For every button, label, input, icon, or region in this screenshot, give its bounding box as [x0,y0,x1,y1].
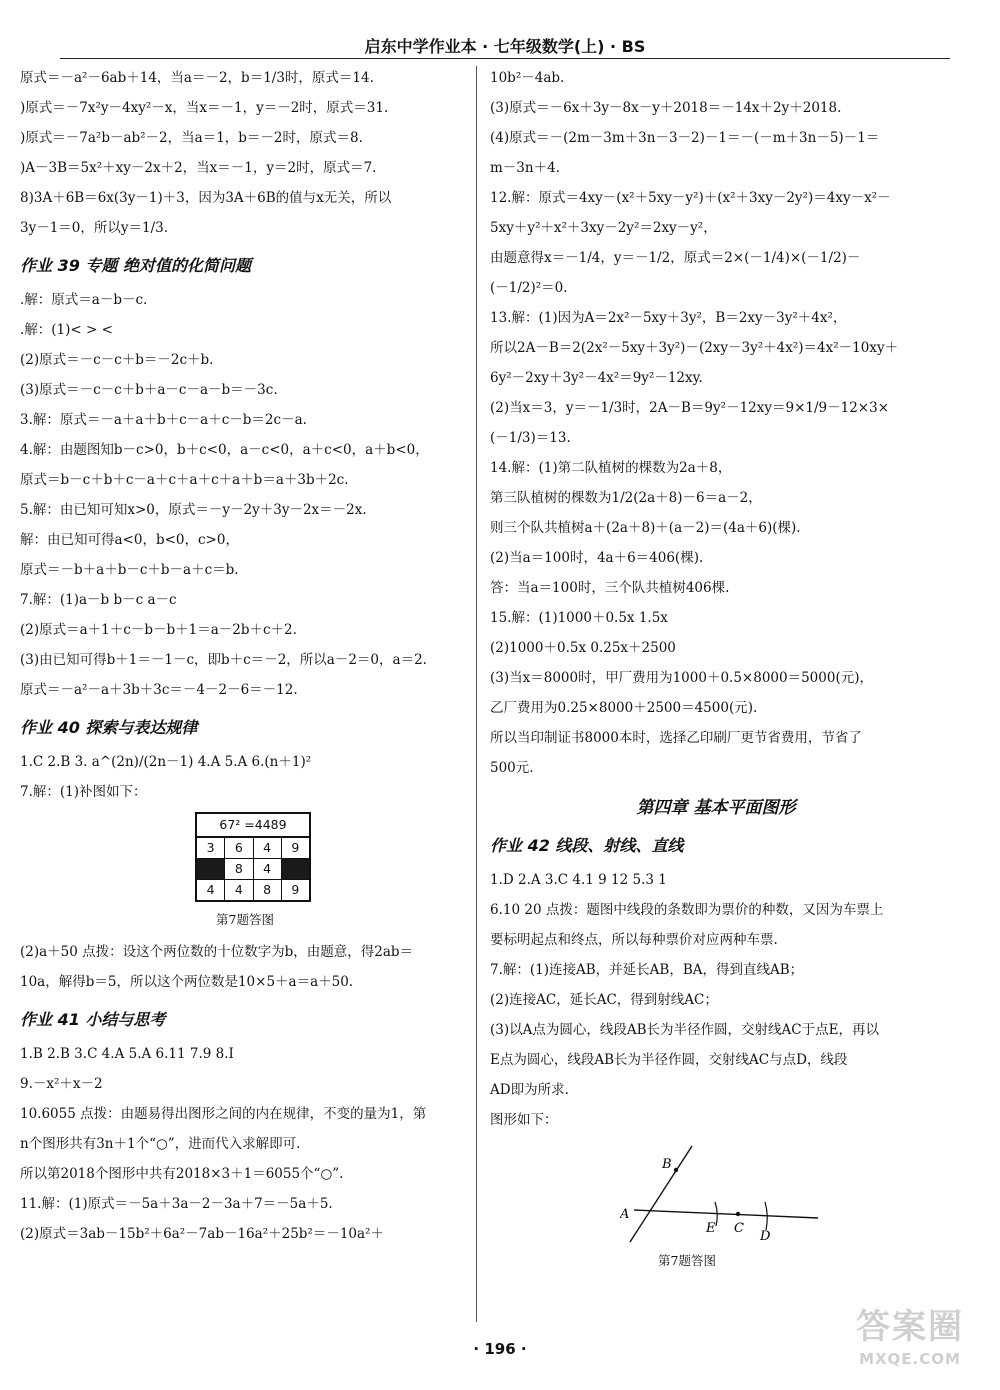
grid-cell: 9 [281,838,309,858]
right-column [490,68,942,1283]
answer-line: 9.－x²＋x－2 [20,1076,103,1092]
ray-ac [634,1210,818,1218]
answer-line: (2)当a＝100时，4a＋6＝406(棵). [490,550,704,566]
answer-line: E点为圆心，线段AB长为半径作圆，交射线AC与点D，线段 [490,1052,848,1068]
answer-line: 原式＝－b＋a＋b－c＋b－a＋c＝b. [20,562,239,578]
answer-line: (－1/3)＝13. [490,430,571,446]
answer-line: 则三个队共植树a＋(2a＋8)＋(a－2)＝(4a＋6)(棵). [490,520,801,536]
answer-line: 5.解：由已知可知x>0，原式＝－y－2y＋3y－2x＝－2x. [20,502,367,518]
answer-line: 乙厂费用为0.25×8000＋2500＝4500(元). [490,700,758,716]
grid-cell: 4 [253,838,281,858]
header-rule [60,58,950,59]
answer-line: 15.解：(1)1000＋0.5x 1.5x [490,610,668,626]
answer-line: 14.解：(1)第二队植树的棵数为2a＋8， [490,460,732,476]
answer-line: 第三队植树的棵数为1/2(2a＋8)－6＝a－2， [490,490,762,506]
section-title: 作业 39 专题 绝对值的化简问题 [20,256,251,275]
answer-line: 13.解：(1)因为A＝2x²－5xy＋3y²，B＝2xy－3y²＋4x²， [490,310,847,326]
grid-cell: 3 [206,840,215,855]
answer-line: 11.解：(1)原式＝－5a＋3a－2－3a＋7＝－5a＋5. [20,1196,333,1212]
answer-line: (－1/2)²＝0. [490,280,568,296]
watermark-url: MXQE.COM [859,1350,961,1368]
answer-line: (3)由已知可得b＋1＝－1－c，即b＋c＝－2，所以a－2＝0，a＝2. [20,652,427,668]
answer-line: (2)1000＋0.5x 0.25x＋2500 [490,640,676,656]
answer-line: 10a，解得b＝5，所以这个两位数是10×5＋a＝a＋50. [20,974,354,990]
number-grid-figure [195,812,468,902]
grid-row [197,838,309,858]
answer-line: (2)当x＝3，y＝－1/3时，2A－B＝9y²－12xy＝9×1/9－12×3× [490,400,890,416]
answer-line: (2)连接AC，延长AC，得到射线AC； [490,992,718,1008]
answer-line: 6y²－2xy＋3y²－4x²＝9y²－12xy. [490,370,703,386]
grid-cell: 9 [281,880,309,900]
answer-line: (3)原式＝－6x＋3y－8x－y＋2018＝－14x＋2y＋2018. [490,100,842,116]
answer-line: 4.解：由题图知b－c>0，b＋c<0，a－c<0，a＋c<0，a＋b<0， [20,442,429,458]
answer-line: 7.解：(1)a－b b－c a－c [20,592,177,608]
answer-line: 10.6055 点拨：由题易得出图形之间的内在规律，不变的量为1，第 [20,1106,427,1122]
grid-header: 67² =4489 [197,814,309,838]
figure-caption: 第7题答图 [658,1253,716,1268]
answer-line: m－3n＋4. [490,160,560,176]
answer-line: 由题意得x＝－1/4，y＝－1/2，原式＝2×(－1/4)×(－1/2)－ [490,250,861,266]
answer-line: n个图形共有3n＋1个“○”，进而代入求解即可. [20,1136,301,1152]
answer-line: 原式＝－a²－a＋3b＋3c＝－4－2－6＝－12. [20,682,298,698]
watermark-logo [825,1305,995,1385]
page-number: · 196 · [473,1340,527,1358]
label-a: A [620,1207,630,1222]
answer-line: (4)原式＝－(2m－3m＋3n－3－2)－1＝－(－m＋3n－5)－1＝ [490,130,880,146]
answer-line: (2)原式＝a＋1＋c－b－b＋1＝a－2b＋c＋2. [20,622,297,638]
number-grid [195,812,311,902]
answer-line: 8)3A＋6B＝6x(3y－1)＋3，因为3A＋6B的值与x无关，所以 [20,190,392,206]
answer-line: 3y－1＝0，所以y＝1/3. [20,220,169,236]
page-header: 启东中学作业本 · 七年级数学(上) · BS [364,37,646,56]
answer-line: (3)当x＝8000时，甲厂费用为1000＋0.5×8000＝5000(元)， [490,670,873,686]
answer-line: )A－3B＝5x²＋xy－2x＋2，当x＝－1，y＝2时，原式＝7. [20,160,377,176]
label-d: D [760,1229,771,1244]
answer-line: 1.D 2.A 3.C 4.1 9 12 5.3 1 [490,872,667,888]
answer-line: )原式＝－7x²y－4xy²－x，当x＝－1，y＝－2时，原式＝31. [20,100,389,116]
grid-cell: 6 [224,838,252,858]
answer-line: AD即为所求. [490,1082,569,1098]
answer-line: 10b²－4ab. [490,70,565,86]
watermark-text: 答案圈 [856,1307,964,1347]
answer-line: 所以当印制证书8000本时，选择乙印刷厂更节省费用，节省了 [490,730,862,746]
grid-cell: 4 [224,880,252,900]
point-c [736,1212,740,1216]
label-b: B [662,1157,672,1172]
answer-line: 6.10 20 点拨：题图中线段的条数即为票价的种数，又因为车票上 [490,902,884,918]
answer-line: )原式＝－7a²b－ab²－2，当a＝1，b＝－2时，原式＝8. [20,130,363,146]
answer-line: 5xy＋y²＋x²＋3xy－2y²＝2xy－y²， [490,220,717,236]
label-c: C [734,1221,744,1236]
answer-line: 500元. [490,760,534,776]
point-b [674,1168,678,1172]
answer-line: 所以2A－B＝2(2x²－5xy＋3y²)－(2xy－3y²＋4x²)＝4x²－10xy＋ [490,340,899,356]
answer-line: 1.C 2.B 3. a^(2n)/(2n－1) 4.A 5.A 6.(n＋1)² [20,754,312,770]
section-title: 作业 40 探索与表达规律 [20,718,198,737]
answer-line: 7.解：(1)补图如下： [20,784,147,800]
answer-line: (3)原式＝－c－c＋b＋a－c－a－b＝－3c. [20,382,278,398]
grid-cell-shaded [281,859,309,879]
answer-line: (2)a＋50 点拨：设这个两位数的十位数字为b，由题意，得2ab＝ [20,944,414,960]
grid-row [197,879,309,900]
answer-line: .解：原式＝a－b－c. [20,292,148,308]
answer-line: 7.解：(1)连接AB，并延长AB，BA，得到直线AB； [490,962,804,978]
column-divider [476,66,477,1322]
answer-line: 12.解：原式＝4xy－(x²＋5xy－y²)＋(x²＋3xy－2y²)＝4xy－x²－ [490,190,891,206]
grid-row [197,858,309,879]
chapter-title: 第四章 基本平面图形 [636,798,796,818]
answer-line: (2)原式＝3ab－15b²＋6a²－7ab－16a²＋25b²＝－10a²＋ [20,1226,384,1242]
answer-line: (2)原式＝－c－c＋b＝－2c＋b. [20,352,214,368]
grid-cell: 4 [206,882,215,897]
grid-cell: 8 [253,880,281,900]
section-title: 作业 41 小结与思考 [20,1010,166,1029]
answer-line: 3.解：原式＝－a＋a＋b＋c－a＋c－b＝2c－a. [20,412,307,428]
answer-line: 原式＝－a²－6ab＋14，当a＝－2，b＝1/3时，原式＝14. [20,70,374,86]
section-title: 作业 42 线段、射线、直线 [490,836,684,855]
answer-line: 要标明起点和终点，所以每种票价对应两种车票. [490,932,778,948]
answer-line: .解：(1)< > < [20,322,113,338]
answer-line: 图形如下： [490,1112,558,1128]
grid-cell: 8 [224,859,252,879]
label-e: E [706,1221,716,1236]
answer-line: 所以第2018个图形中共有2018×3＋1＝6055个“○”. [20,1166,344,1182]
ray-construction-figure [620,1140,830,1245]
answer-line: 1.B 2.B 3.C 4.A 5.A 6.11 7.9 8.Ⅰ [20,1046,234,1062]
answer-line: 原式＝b－c＋b＋c－a＋c＋a＋c＋a＋b＝a＋3b＋2c. [20,472,349,488]
left-column [20,68,468,1254]
grid-cell: 4 [253,859,281,879]
line-ab [630,1146,692,1242]
answer-line: 解：由已知可得a<0，b<0，c>0， [20,532,239,548]
grid-cell-shaded [197,859,224,879]
answer-line: (3)以A点为圆心，线段AB长为半径作圆，交射线AC于点E，再以 [490,1022,879,1038]
answer-line: 答：当a＝100时，三个队共植树406棵. [490,580,730,596]
figure-caption: 第7题答图 [216,912,274,927]
